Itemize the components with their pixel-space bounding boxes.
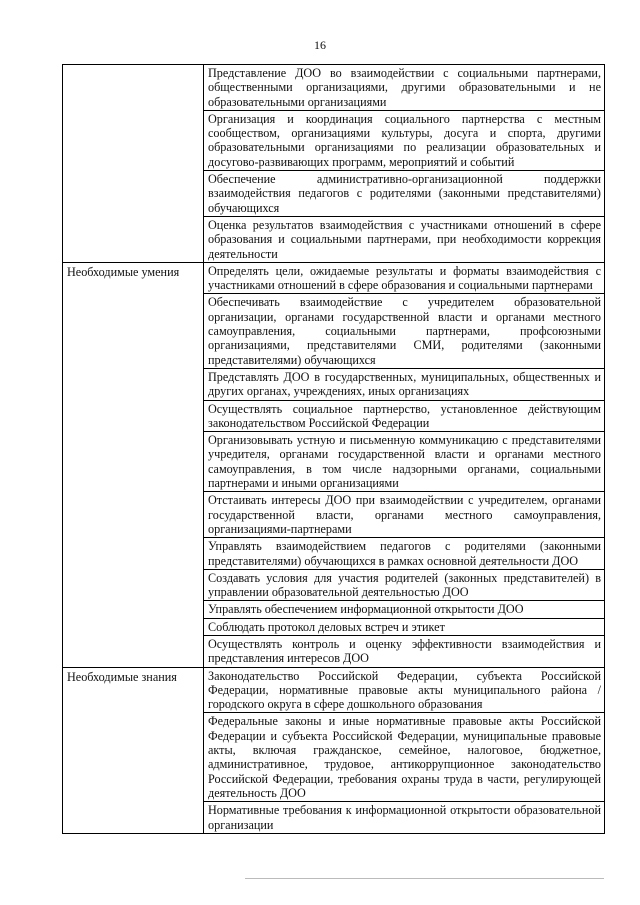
item-cell xyxy=(204,618,605,635)
section-label: Необходимые знания xyxy=(67,669,177,684)
item-cell xyxy=(204,216,605,262)
item-text: Осуществлять контроль и оценку эффективности взаимодействия и представления интересов ДОО xyxy=(208,636,601,666)
section-label-cell xyxy=(63,65,204,263)
item-cell xyxy=(204,262,605,294)
item-text: Оценка результатов взаимодействия с участниками отношений в сфере образования и социальными партнерами, при необходимости коррекция деятельности xyxy=(208,217,601,261)
item-cell xyxy=(204,802,605,834)
item-cell xyxy=(204,171,605,217)
item-cell xyxy=(204,569,605,601)
scan-edge-line xyxy=(245,878,604,879)
item-cell xyxy=(204,538,605,570)
section-label: Необходимые умения xyxy=(67,264,180,279)
table-row xyxy=(63,262,605,294)
item-text: Обеспечивать взаимодействие с учредителем образовательной организации, органами государственной власти и органами местного самоуправления, социальными партнерами, профсоюзными организациями, представителями СМИ, родителями (законными представителями) обучающихся xyxy=(208,295,601,367)
item-text: Организация и координация социального партнерства с местным сообществом, организациями культуры, досуга и спорта, другими образовательными организациями по реализации образовательных и досугово-развивающих программ, мероприятий и событий xyxy=(208,111,601,169)
item-cell xyxy=(204,601,605,618)
item-text: Федеральные законы и иные нормативные правовые акты Российской Федерации и субъекта Российской Федерации, муниципальные правовые акты, включая гражданское, семейное, налоговое, бюджетное, административное, трудовое, антикоррупционное законодательство Российской Федерации, требования охраны труда в части, регулирующей деятельность ДОО xyxy=(208,714,601,800)
item-text: Управлять взаимодействием педагогов с родителями (законными представителями) обучающихся в рамках основной деятельности ДОО xyxy=(208,539,601,568)
item-cell xyxy=(204,400,605,432)
item-text: Осуществлять социальное партнерство, установленное действующим законодательством Российской Федерации xyxy=(208,401,601,430)
item-text: Соблюдать протокол деловых встреч и этикет xyxy=(208,619,445,634)
item-cell xyxy=(204,492,605,538)
item-text: Управлять обеспечением информационной открытости ДОО xyxy=(208,602,524,617)
item-cell xyxy=(204,713,605,802)
item-text: Определять цели, ожидаемые результаты и форматы взаимодействия с участниками отношений в сфере образования и социальными партнерами xyxy=(208,263,601,293)
item-cell xyxy=(204,368,605,400)
item-text: Отстаивать интересы ДОО при взаимодействии с учредителем, органами государственной власти, органами местного самоуправления, организациями-партнерами xyxy=(208,493,601,536)
item-text: Создавать условия для участия родителей (законных представителей) в управлении образовательной деятельностью ДОО xyxy=(208,570,601,600)
item-cell xyxy=(204,65,605,111)
competency-table xyxy=(62,64,605,834)
table-row xyxy=(63,667,605,713)
item-text: Представление ДОО во взаимодействии с социальными партнерами, общественными организациями, другими образовательными и не образовательными организациями xyxy=(208,66,601,109)
item-text: Обеспечение административно-организационной поддержки взаимодействия педагогов с родителями (законными представителями) обучающихся xyxy=(208,172,601,215)
item-cell xyxy=(204,667,605,713)
item-cell xyxy=(204,294,605,368)
item-text: Нормативные требования к информационной открытости образовательной организации xyxy=(208,803,601,832)
item-text: Организовывать устную и письменную коммуникацию с представителями учредителя, органами государственной власти и органами местного самоуправления, в том числе надзорными органами, социальными партнерами и иными организациями xyxy=(208,433,601,491)
section-label-cell xyxy=(63,667,204,833)
section-label-cell xyxy=(63,262,204,667)
item-text: Законодательство Российской Федерации, субъекта Российской Федерации, нормативные правовые акты муниципального района / городского округа в сфере дошкольного образования xyxy=(208,668,601,712)
item-text: Представлять ДОО в государственных, муниципальных, общественных и других органах, учреждениях, иных организациях xyxy=(208,369,601,399)
page-number: 16 xyxy=(314,38,326,52)
item-cell xyxy=(204,110,605,170)
table-body xyxy=(63,65,605,834)
item-cell xyxy=(204,432,605,492)
item-cell xyxy=(204,635,605,667)
table-row xyxy=(63,65,605,111)
